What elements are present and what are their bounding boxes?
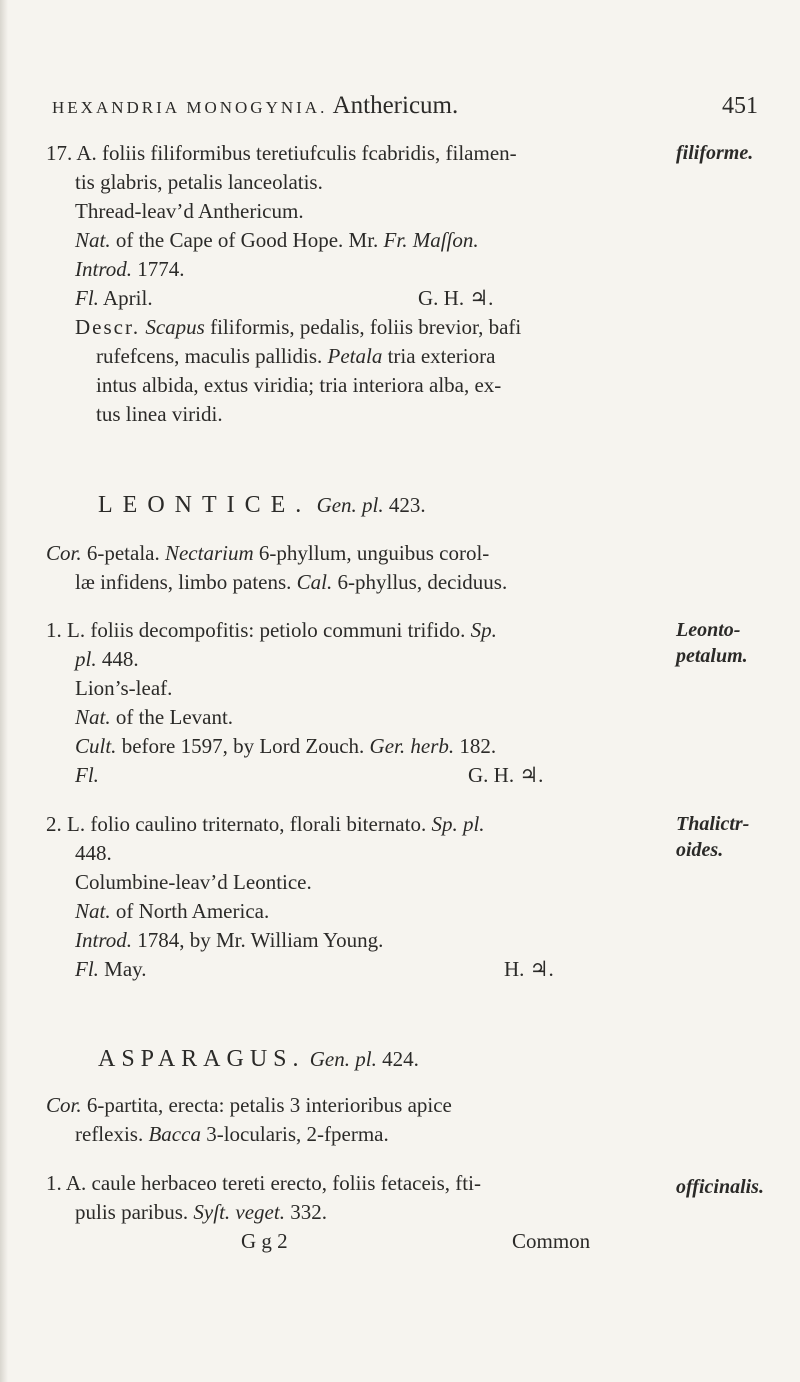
introd-text: 1784, by Mr. William Young.: [137, 928, 384, 952]
label-cor: Cor.: [46, 1093, 82, 1117]
genus-name: ASPARAGUS.: [98, 1046, 305, 1072]
running-head: HEXANDRIA MONOGYNIA.: [52, 98, 328, 117]
label-nat: Nat.: [75, 705, 111, 729]
genus-ref-number: 424.: [382, 1047, 419, 1071]
ref-pl: pl.: [75, 647, 97, 671]
genus-heading: [98, 1046, 419, 1072]
ref-sp-pl: Sp. pl.: [431, 812, 485, 836]
entry-line: [75, 762, 99, 788]
entry-line: Thread-leav’d Anthericum.: [75, 199, 304, 223]
margin-note: Leonto-: [676, 619, 741, 641]
label-nat: Nat.: [75, 228, 111, 252]
margin-note: filiforme.: [676, 142, 754, 164]
genus-ref: Gen. pl.: [309, 1047, 377, 1071]
entry-text: pulis paribus.: [75, 1200, 189, 1224]
cor-text: reflexis.: [75, 1122, 144, 1146]
entry-line: [75, 927, 383, 953]
term-bacca: Bacca: [148, 1122, 201, 1146]
ref-syst: Syſt. veget.: [193, 1200, 285, 1224]
genus-title: Anthericum.: [332, 92, 459, 119]
ref-number: 448.: [101, 647, 139, 671]
entry-line: [46, 540, 489, 566]
entry-line: tis glabris, petalis lanceolatis.: [75, 170, 323, 194]
term-petala: Petala: [327, 344, 383, 368]
entry-line: [75, 898, 269, 924]
margin-note: oides.: [676, 839, 724, 861]
label-fl: Fl.: [75, 957, 99, 981]
entry-line: [46, 617, 497, 643]
flowering-month: April.: [103, 286, 153, 310]
label-introd: Introd.: [75, 928, 132, 952]
collector-name: Fr. Maſſon.: [383, 228, 479, 252]
habitat-code: G. H. ♃.: [468, 763, 544, 787]
native-text: of the Cape of Good Hope. Mr.: [115, 228, 379, 252]
page-number: 451: [722, 93, 758, 119]
entry-line: Lion’s-leaf.: [75, 676, 173, 700]
entry-text: 2. L. folio caulino triternato, florali biternato.: [46, 812, 427, 836]
label-cult: Cult.: [75, 734, 117, 758]
margin-note: officinalis.: [676, 1176, 764, 1198]
ref-sp: Sp.: [470, 618, 497, 642]
entry-line: 448.: [75, 841, 112, 865]
running-header: [52, 93, 458, 121]
bacca-text: 3-locularis, 2-fperma.: [206, 1122, 389, 1146]
label-cal: Cal.: [296, 570, 333, 594]
native-text: of the Levant.: [115, 705, 234, 729]
catchword: Common: [512, 1229, 591, 1253]
ref-number: 182.: [459, 734, 497, 758]
cor-text: 6-petala.: [86, 541, 160, 565]
label-nat: Nat.: [75, 899, 111, 923]
entry-text: 1. L. foliis decompofitis: petiolo communi trifido.: [46, 618, 466, 642]
ref-ger: Ger. herb.: [369, 734, 455, 758]
entry-line: [75, 256, 184, 282]
cor-text: 6-partita, erecta: petalis 3 interioribus apice: [86, 1093, 452, 1117]
flowering-month: May.: [104, 957, 147, 981]
entry-line: [75, 733, 496, 759]
margin-note: Thalictr-: [676, 813, 750, 835]
entry-line: [75, 1199, 327, 1225]
entry-line: [96, 343, 495, 369]
entry-line: 17. A. foliis filiformibus teretiufculis fcabridis, filamen-: [46, 141, 517, 165]
entry-line: 1. A. caule herbaceo tereti erecto, foliis fetaceis, fti-: [46, 1171, 481, 1195]
entry-line: [75, 1121, 389, 1147]
term-nectarium: Nectarium: [164, 541, 254, 565]
label-descr: Descr.: [75, 315, 141, 339]
signature-mark: G g 2: [241, 1229, 288, 1253]
label-fl: Fl.: [75, 763, 99, 787]
entry-line: tus linea viridi.: [96, 402, 223, 426]
native-text: of North America.: [115, 899, 270, 923]
introd-year: 1774.: [137, 257, 185, 281]
nectarium-text: 6-phyllum, unguibus corol-: [258, 541, 490, 565]
entry-line: [75, 569, 507, 595]
genus-ref: Gen. pl.: [316, 493, 384, 517]
entry-line: [75, 646, 139, 672]
entry-line: [75, 314, 521, 340]
cal-text: 6-phyllus, deciduus.: [337, 570, 508, 594]
entry-line: [75, 285, 153, 311]
entry-line: [75, 704, 233, 730]
genus-heading: [98, 492, 426, 518]
habitat-code: H. ♃.: [504, 957, 554, 981]
entry-line: [75, 956, 147, 982]
genus-name: LEONTICE.: [98, 492, 312, 518]
habitat-code: G. H. ♃.: [418, 286, 494, 310]
label-cor: Cor.: [46, 541, 82, 565]
term-scapus: Scapus: [145, 315, 205, 339]
entry-line: [46, 811, 485, 837]
ref-number: 332.: [290, 1200, 327, 1224]
entry-line: [46, 1092, 452, 1118]
description-text: filiformis, pedalis, foliis brevior, bafi: [210, 315, 522, 339]
description-text: rufefcens, maculis pallidis.: [96, 344, 323, 368]
description-text: tria exteriora: [387, 344, 496, 368]
entry-line: Columbine-leav’d Leontice.: [75, 870, 312, 894]
entry-line: [75, 227, 479, 253]
label-introd: Introd.: [75, 257, 132, 281]
margin-note: petalum.: [676, 645, 748, 667]
genus-ref-number: 423.: [388, 493, 426, 517]
cor-text: læ infidens, limbo patens.: [75, 570, 292, 594]
cult-text: before 1597, by Lord Zouch.: [121, 734, 365, 758]
entry-line: intus albida, extus viridia; tria interiora alba, ex-: [96, 373, 502, 397]
label-fl: Fl.: [75, 286, 99, 310]
page-edge-shadow: [0, 0, 8, 1382]
